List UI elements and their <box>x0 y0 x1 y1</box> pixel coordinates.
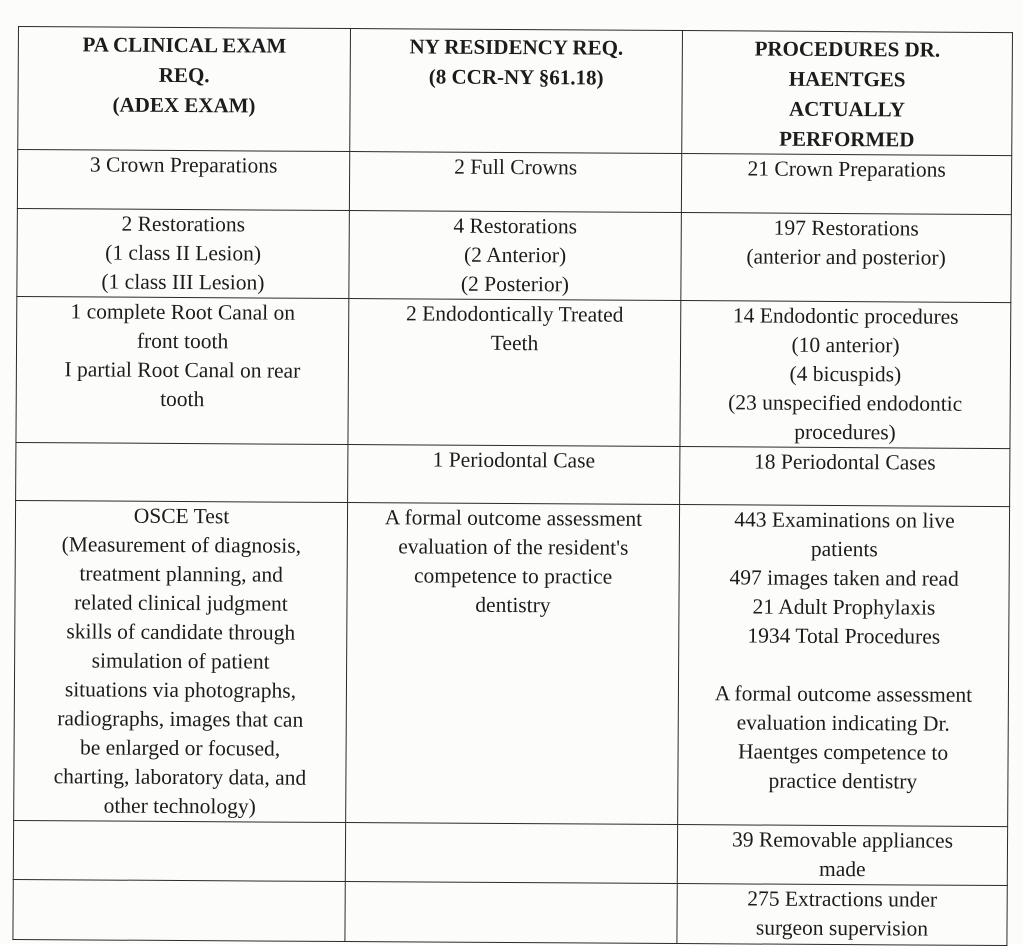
cell-ny <box>348 445 680 505</box>
cell-ny <box>348 299 681 447</box>
cell-line: evaluation indicating Dr. <box>736 710 950 736</box>
table-row-crowns <box>17 150 1011 215</box>
cell-pa <box>14 500 348 822</box>
cell-performed <box>680 301 1011 449</box>
cell-line: charting, laboratory data, and <box>53 764 307 790</box>
header-line: (8 CCR-NY §61.18) <box>428 64 604 90</box>
cell-line: patients <box>810 536 878 562</box>
cell-line: tooth <box>160 386 205 412</box>
cell-ny <box>349 152 681 213</box>
header-line: (ADEX EXAM) <box>112 92 256 118</box>
cell-line: radiographs, images that can <box>57 706 304 732</box>
cell-line: (1 class II Lesion) <box>105 240 262 266</box>
cell-line: procedures) <box>794 419 896 445</box>
header-line: PA CLINICAL EXAM <box>82 32 287 58</box>
header-row <box>18 27 1013 156</box>
cell-line: 39 Removable appliances <box>732 827 954 853</box>
cell-line: situations via photographs, <box>64 677 297 703</box>
cell-line: (anterior and posterior) <box>746 244 946 270</box>
cell-line: dentistry <box>475 592 551 618</box>
cell-line: 275 Extractions under <box>747 886 938 912</box>
cell-line: (10 anterior) <box>791 332 900 358</box>
cell-line: made <box>819 856 866 882</box>
cell-line: OSCE Test <box>133 503 230 529</box>
cell-line: (4 bicuspids) <box>789 361 902 387</box>
cell-performed <box>681 213 1012 303</box>
header-ny-residency <box>350 29 683 154</box>
header-procedures-performed <box>682 31 1013 156</box>
cell-line: 2 Endodontically Treated <box>405 301 624 327</box>
cell-line: related clinical judgment <box>74 590 288 616</box>
cell-line: 497 images taken and read <box>729 565 959 591</box>
cell-pa <box>16 296 349 444</box>
cell-line: 21 Adult Prophylaxis <box>752 594 936 620</box>
table-row-removable-appliances <box>13 820 1007 885</box>
cell-line: 2 Full Crowns <box>454 154 578 180</box>
cell-ny <box>346 503 680 825</box>
cell-ny-empty <box>345 882 677 944</box>
cell-pa <box>17 150 349 211</box>
cell-line: 2 Restorations <box>121 211 246 237</box>
cell-line: A formal outcome assessment <box>384 505 643 531</box>
table-row-extractions <box>13 879 1007 945</box>
cell-performed <box>677 884 1007 946</box>
table-row-endodontic <box>16 296 1011 448</box>
cell-line: 1934 Total Procedures <box>747 623 941 649</box>
table-row-periodontal <box>16 442 1010 506</box>
header-line: NY RESIDENCY REQ. <box>409 34 624 60</box>
cell-pa-empty <box>16 442 348 502</box>
cell-line: (1 class III Lesion) <box>101 269 265 295</box>
cell-line: evaluation of the resident's <box>398 534 629 560</box>
cell-line: (2 Posterior) <box>460 271 570 297</box>
cell-line: 21 Crown Preparations <box>747 156 946 182</box>
header-line: HAENTGES <box>788 66 906 92</box>
cell-line: competence to practice <box>413 563 613 589</box>
cell-line: skills of candidate through <box>66 619 296 645</box>
cell-line: front tooth <box>136 328 229 354</box>
header-pa-clinical-exam <box>18 27 351 152</box>
paragraph-gap <box>685 650 1002 681</box>
cell-ny <box>349 211 682 301</box>
cell-performed <box>678 505 1010 827</box>
cell-line: Teeth <box>490 330 539 356</box>
header-line: REQ. <box>158 62 210 88</box>
cell-performed <box>681 154 1011 215</box>
cell-line: 4 Restorations <box>453 213 578 239</box>
cell-line: (Measurement of diagnosis, <box>61 532 302 558</box>
cell-line: 14 Endodontic procedures <box>732 303 959 329</box>
cell-line: Haentges competence to <box>737 739 949 765</box>
requirements-comparison-table <box>12 26 1013 946</box>
header-line: PERFORMED <box>779 126 915 152</box>
cell-line: practice dentistry <box>768 768 918 794</box>
cell-line: (23 unspecified endodontic <box>728 390 963 416</box>
cell-line: (2 Anterior) <box>463 242 567 268</box>
cell-line: treatment planning, and <box>79 561 284 587</box>
cell-line: 443 Examinations on live <box>734 507 955 533</box>
cell-line: 1 complete Root Canal on <box>70 299 296 325</box>
header-line: PROCEDURES DR. <box>754 36 941 62</box>
cell-line: A formal outcome assessment <box>714 681 973 707</box>
header-line: ACTUALLY <box>788 96 906 122</box>
cell-line: I partial Root Canal on rear <box>64 357 301 383</box>
cell-performed <box>680 447 1010 507</box>
cell-line: 3 Crown Preparations <box>89 152 278 178</box>
cell-pa-empty <box>13 879 345 941</box>
cell-line: 197 Restorations <box>773 215 919 241</box>
cell-line: 18 Periodontal Cases <box>753 449 936 475</box>
cell-line: be enlarged or focused, <box>79 735 281 761</box>
table-row-restorations <box>17 208 1012 302</box>
cell-performed <box>677 825 1007 886</box>
cell-line: simulation of patient <box>91 648 270 674</box>
cell-pa <box>17 208 350 298</box>
cell-line: surgeon supervision <box>755 915 929 941</box>
table-row-assessment <box>14 500 1010 826</box>
cell-line: other technology) <box>103 793 256 819</box>
cell-line: 1 Periodontal Case <box>432 447 596 473</box>
cell-pa-empty <box>13 820 345 881</box>
cell-ny-empty <box>345 823 677 884</box>
